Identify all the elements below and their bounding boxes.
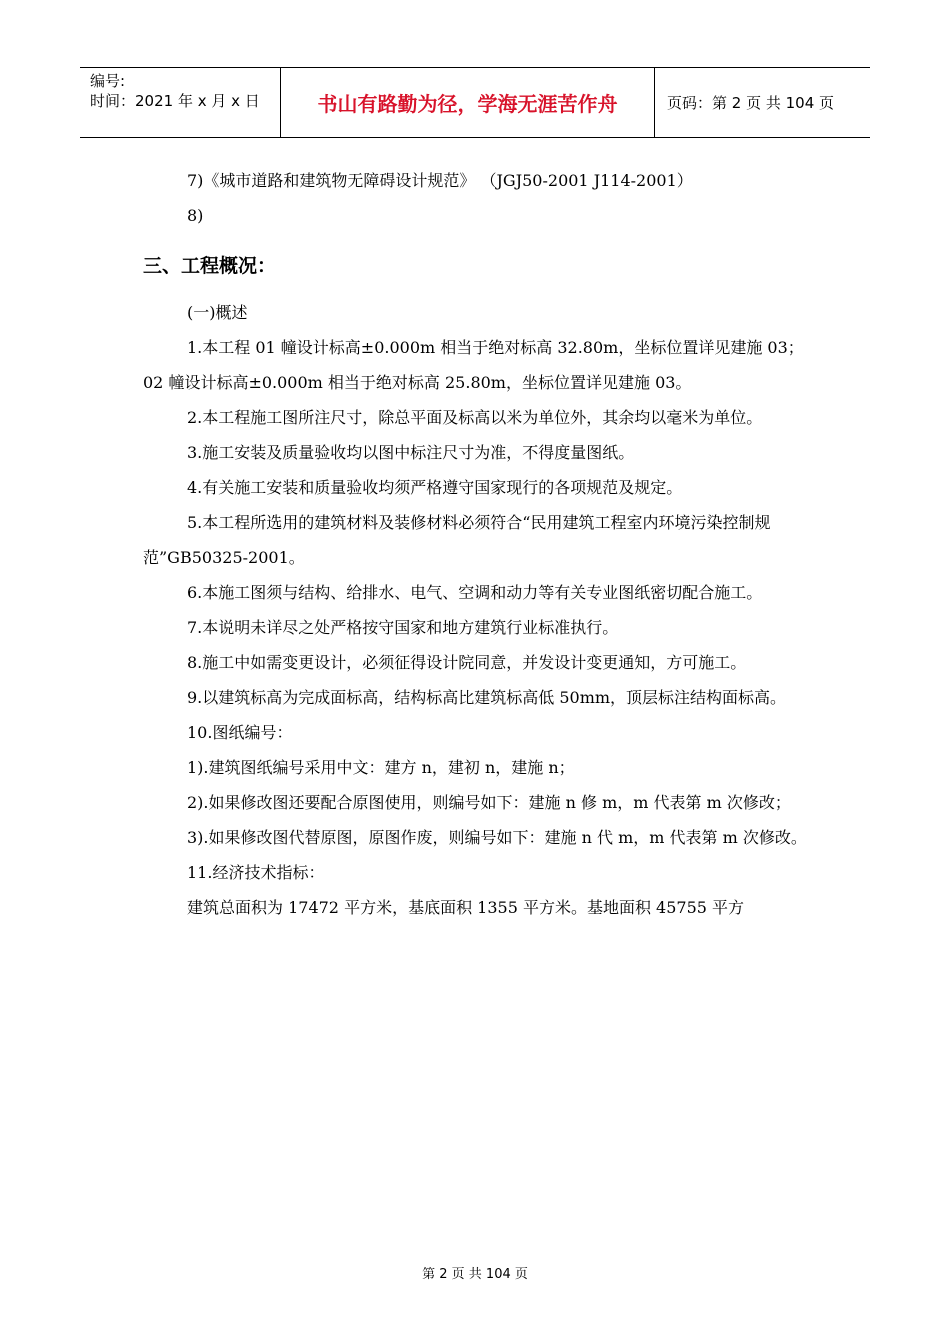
paragraph-4: 4.有关施工安装和质量验收均须严格遵守国家现行的各项规范及规定。 — [187, 478, 683, 497]
paragraph-8: 8.施工中如需变更设计，必须征得设计院同意，并发设计变更通知，方可施工。 — [187, 653, 747, 672]
time-label: 时间：2021 年 x 月 x 日 — [90, 92, 260, 110]
paragraph-11-1: 建筑总面积为 17472 平方米，基底面积 1355 平方米。基地面积 45755 平方 — [187, 898, 745, 917]
document-body — [143, 163, 811, 925]
paragraph-5: 5.本工程所选用的建筑材料及装修材料必须符合“民用建筑工程室内环境污染控制规范”GB50325-2001。 — [143, 513, 771, 567]
paragraph-10-3: 3).如果修改图代替原图，原图作废，则编号如下：建施 n 代 m，m 代表第 m 次修改。 — [187, 828, 807, 847]
header-page-label: 页码：第 2 页 共 104 页 — [667, 94, 835, 112]
paragraph-1: 1.本工程 01 幢设计标高±0.000m 相当于绝对标高 32.80m，坐标位置详见建施 03；02 幢设计标高±0.000m 相当于绝对标高 25.80m，坐标位置详见建施 03。 — [143, 338, 804, 392]
ref-item-8: 8) — [187, 206, 204, 225]
paragraph-10-2: 2).如果修改图还要配合原图使用，则编号如下：建施 n 修 m，m 代表第 m 次修改； — [187, 793, 791, 812]
header-meta-cell — [80, 68, 281, 137]
paragraph-6: 6.本施工图须与结构、给排水、电气、空调和动力等有关专业图纸密切配合施工。 — [187, 583, 763, 602]
paragraph-10-1: 1).建筑图纸编号采用中文：建方 n，建初 n，建施 n； — [187, 758, 575, 777]
header-motto: 书山有路勤为径，学海无涯苦作舟 — [281, 68, 655, 137]
paragraph-3: 3.施工安装及质量验收均以图中标注尺寸为准，不得度量图纸。 — [187, 443, 635, 462]
code-label: 编号: — [90, 72, 126, 90]
paragraph-10: 10.图纸编号： — [187, 723, 293, 742]
paragraph-11: 11.经济技术指标： — [187, 863, 325, 882]
paragraph-9: 9.以建筑标高为完成面标高，结构标高比建筑标高低 50mm，顶层标注结构面标高。 — [187, 688, 787, 707]
page-footer: 第 2 页 共 104 页 — [422, 1267, 528, 1282]
ref-item-7: 7)《城市道路和建筑物无障碍设计规范》 （JGJ50-2001 J114-2001） — [187, 171, 693, 190]
header-table — [80, 67, 870, 138]
paragraph-2: 2.本工程施工图所注尺寸，除总平面及标高以米为单位外，其余均以毫米为单位。 — [187, 408, 763, 427]
subsection-title: (一)概述 — [187, 303, 248, 322]
section-heading: 三、工程概况： — [143, 255, 277, 277]
paragraph-7: 7.本说明未详尽之处严格按守国家和地方建筑行业标准执行。 — [187, 618, 619, 637]
